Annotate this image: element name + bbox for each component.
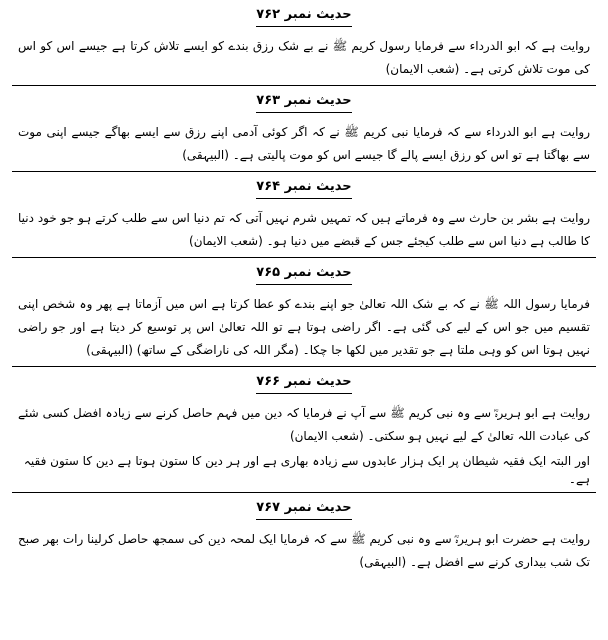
section-divider: [12, 85, 596, 86]
hadith-764: [12, 178, 596, 253]
hadith-source: (شعب الایمان): [189, 234, 263, 248]
hadith-767: [12, 499, 596, 574]
hadith-body: فرمایا رسول اللہ ﷺ نے کہ بے شک اللہ تعالیٰ جو اپنے بندے کو عطا کرتا ہے اس میں آزماتا ہے پھر وہ شخص اپنی تقسیم میں جو اس کے لیے کی گئی ہے۔ اگر راضی ہوتا ہے تو اللہ تعالیٰ اس پر توسیع کر دیتا ہے اور جو راضی نہیں ہوتا اس کو وہی ملتا ہے جو تقدیر میں لکھا جا چکا۔ (مگر اللہ کی ناراضگی کے ساتھ): [18, 297, 590, 357]
hadith-body: روایت ہے حضرت ابو ہریرہؓ سے وہ نبی کریم ﷺ سے کہ فرمایا ایک لمحہ دین کی سمجھ حاصل کرلینا رات بھر صبح تک شب بیداری کرنے سے افضل ہے۔: [18, 532, 590, 569]
hadith-762: [12, 6, 596, 81]
hadith-body: روایت ہے ابو الدرداء سے کہ فرمایا نبی کریم ﷺ نے کہ اگر کوئی آدمی اپنے رزق سے ایسے بھاگے جیسے اپنی موت سے بھاگتا ہے تو اس کو رزق ایسے پالے گا جیسے اس کو موت پالیتی ہے۔: [18, 125, 590, 162]
hadith-body: روایت ہے کہ ابو الدرداء سے فرمایا رسول کریم ﷺ نے بے شک رزق بندے کو ایسے تلاش کرتا ہے جیسے اس کو اس کی موت تلاش کرتی ہے۔: [18, 39, 590, 76]
hadith-763: [12, 92, 596, 167]
section-divider: [12, 257, 596, 258]
hadith-text: [18, 402, 590, 448]
title-underline: [256, 393, 352, 394]
hadith-title: [12, 499, 596, 520]
title-underline: [256, 198, 352, 199]
hadith-title: [12, 6, 596, 27]
hadith-text: [18, 528, 590, 574]
hadith-title: [12, 92, 596, 113]
hadith-title-text: حدیث نمبر ۷۶۴: [256, 179, 352, 194]
hadith-body: روایت ہے ابو ہریرہؓ سے وہ نبی کریم ﷺ سے آپ نے فرمایا کہ دین میں فہم حاصل کرنے سے زیادہ افضل کسی شئے کی عبادت اللہ تعالیٰ کے لیے نہیں ہو سکتی۔: [18, 406, 590, 443]
hadith-title-text: حدیث نمبر ۷۶۷: [256, 500, 352, 515]
section-divider: [12, 492, 596, 493]
hadith-title-text: حدیث نمبر ۷۶۶: [256, 374, 352, 389]
hadith-text: [18, 121, 590, 167]
hadith-source: (البیہقی): [182, 148, 229, 162]
hadith-source: (شعب الایمان): [289, 429, 364, 443]
title-underline: [256, 112, 352, 113]
hadith-765: [12, 264, 596, 362]
title-underline: [256, 284, 352, 285]
hadith-note: اور البتہ ایک فقیہ شیطان پر ایک ہزار عابدوں سے زیادہ بھاری ہے اور ہر دین کا ستون ہوتا ہے دین کا ستون فقیہ ہے۔: [23, 454, 590, 486]
section-divider: [12, 171, 596, 172]
hadith-source: (البیہقی): [359, 555, 407, 569]
hadith-766: [12, 373, 596, 488]
hadith-title-text: حدیث نمبر ۷۶۵: [256, 265, 352, 280]
hadith-text: [18, 35, 590, 81]
hadith-text: [18, 293, 590, 362]
title-underline: [256, 519, 352, 520]
hadith-body: روایت ہے بشر بن حارث سے وہ فرماتے ہیں کہ تمہیں شرم نہیں آتی کہ تم دنیا اس سے طلب کرتے ہو جو خود دنیا کا طالب ہے دنیا اس سے طلب کیجئے جس کے قبضے میں دنیا ہو۔: [18, 211, 590, 248]
hadith-source: (شعب الایمان): [385, 62, 460, 76]
hadith-title-text: حدیث نمبر ۷۶۲: [256, 7, 352, 22]
hadith-title: [12, 264, 596, 285]
hadith-source: (البیہقی): [86, 343, 133, 357]
section-divider: [12, 366, 596, 367]
hadith-title: [12, 178, 596, 199]
hadith-title-text: حدیث نمبر ۷۶۳: [256, 93, 352, 108]
hadith-text: [18, 207, 590, 253]
title-underline: [256, 26, 352, 27]
hadith-title: [12, 373, 596, 394]
